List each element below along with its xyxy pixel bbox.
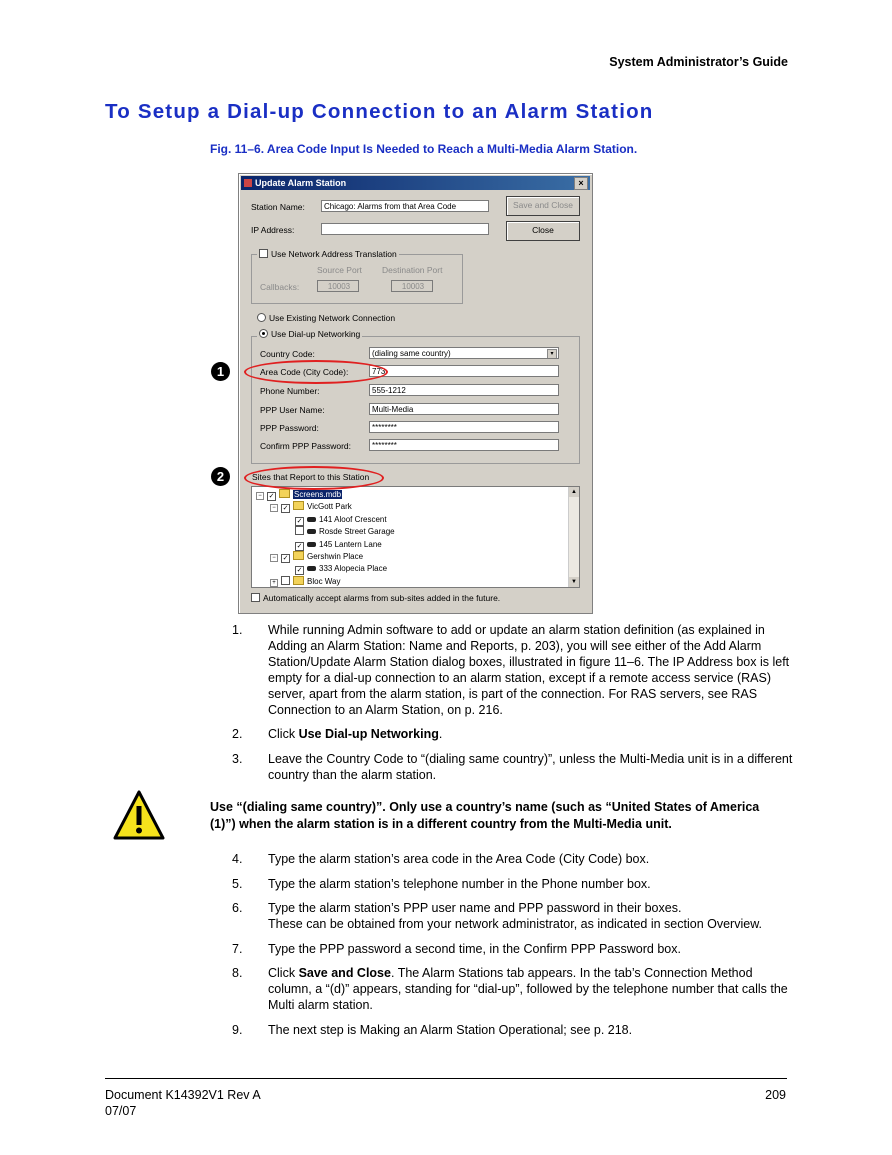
footer-document-id: Document K14392V1 Rev A <box>105 1088 261 1102</box>
tree-item-checkbox[interactable] <box>295 526 304 535</box>
callout-marker-2: 2 <box>211 467 230 486</box>
tree-item-label: VicGott Park <box>307 502 352 512</box>
tree-item[interactable] <box>270 576 341 587</box>
tree-item[interactable] <box>270 501 352 512</box>
tree-item[interactable] <box>270 551 363 562</box>
step-text-line: Type the alarm station’s telephone number in the Phone number box. <box>268 877 651 891</box>
tree-item-checkbox[interactable]: ✓ <box>296 517 303 525</box>
nat-group <box>251 254 463 304</box>
step-text-line: Leave the Country Code to “(dialing same country)”, unless the Multi-Media unit is in a different country than the alarm station. <box>268 752 793 782</box>
tree-item[interactable] <box>284 563 387 574</box>
collapse-icon[interactable]: − <box>270 504 278 512</box>
figure-caption: Fig. 11–6. Area Code Input Is Needed to Reach a Multi-Media Alarm Station. <box>210 142 638 156</box>
tree-item[interactable] <box>284 526 395 537</box>
radio-existing-label: Use Existing Network Connection <box>269 313 396 323</box>
tree-item-label: 141 Aloof Crescent <box>319 514 387 524</box>
tree-item-checkbox[interactable]: ✓ <box>268 493 275 500</box>
close-icon[interactable]: × <box>574 177 588 190</box>
step-text-pre: Click <box>268 727 299 741</box>
step-text-line: Type the alarm station’s area code in the Area Code (City Code) box. <box>268 852 650 866</box>
folder-icon <box>279 489 290 498</box>
tree-item-label: Bloc Way <box>307 576 341 586</box>
auto-accept-label: Automatically accept alarms from sub-sites added in the future. <box>263 593 501 603</box>
nat-checkbox-label: Use Network Address Translation <box>271 249 397 259</box>
device-icon <box>307 517 316 522</box>
step-text <box>268 622 794 718</box>
step-text-post: . The Alarm Stations tab appears. In the tab’s Connection Method column, a “(d)” appears, standing for “dial-up”, followed by the telephone number that calls the Multi alarm station. <box>268 966 788 1012</box>
auto-accept-check-box[interactable] <box>251 593 260 602</box>
radio-dialup-label: Use Dial-up Networking <box>271 329 361 339</box>
ip-address-label: IP Address: <box>251 225 295 235</box>
ppp-password-input[interactable]: ******** <box>369 421 559 433</box>
source-port-label: Source Port <box>317 265 362 275</box>
callbacks-label: Callbacks: <box>260 282 300 292</box>
destination-port-label: Destination Port <box>382 265 443 275</box>
step-number: 5. <box>232 877 243 891</box>
source-port-input[interactable]: 10003 <box>317 280 359 292</box>
collapse-icon[interactable]: − <box>270 554 278 562</box>
radio-existing-connection[interactable] <box>257 313 395 323</box>
step-text-line: Type the alarm station’s PPP user name and PPP password in their boxes. <box>268 901 682 915</box>
step-number: 3. <box>232 752 243 766</box>
footer-page-number: 209 <box>765 1088 786 1102</box>
country-code-value: (dialing same country) <box>372 349 451 358</box>
tree-item-label: Gershwin Place <box>307 552 364 561</box>
section-title: To Setup a Dial-up Connection to an Alarm Station <box>105 100 654 123</box>
ip-address-input[interactable] <box>321 223 489 235</box>
area-code-input[interactable]: 773 <box>369 365 559 377</box>
ppp-user-label: PPP User Name: <box>260 405 325 415</box>
step-text <box>268 941 794 957</box>
expand-icon[interactable]: + <box>270 579 278 587</box>
tree-scrollbar[interactable] <box>568 487 579 587</box>
warning-text: Use “(dialing same country)”. Only use a country’s name (such as “United States of America (1)”) when the alarm station is in a different country from the Multi-Media unit. <box>210 800 760 831</box>
sites-tree[interactable] <box>251 486 580 588</box>
tree-item-label: Rosde Street Garage <box>319 527 395 537</box>
phone-number-label: Phone Number: <box>260 386 320 396</box>
area-code-callout-oval <box>244 360 388 384</box>
nat-check-box[interactable] <box>259 249 268 258</box>
radio-existing-button[interactable] <box>257 313 266 322</box>
confirm-password-label: Confirm PPP Password: <box>260 441 352 451</box>
folder-icon <box>293 551 304 560</box>
auto-accept-checkbox[interactable] <box>251 593 500 603</box>
ppp-user-input[interactable]: Multi-Media <box>369 403 559 415</box>
footer-rule <box>105 1078 787 1079</box>
dialog-title: Update Alarm Station <box>255 178 347 188</box>
nat-checkbox[interactable] <box>257 249 399 259</box>
step-number: 1. <box>232 623 243 637</box>
scroll-up-icon[interactable]: ▲ <box>569 487 579 497</box>
step-number: 6. <box>232 901 243 915</box>
tree-item-checkbox[interactable]: ✓ <box>282 555 289 562</box>
destination-port-input[interactable]: 10003 <box>391 280 433 292</box>
step-text <box>268 876 794 892</box>
tree-item[interactable] <box>256 489 342 500</box>
step-text-post: . <box>438 727 443 741</box>
tree-item[interactable] <box>284 539 382 550</box>
sites-callout-oval <box>244 466 384 490</box>
phone-number-input[interactable]: 555-1212 <box>369 384 559 396</box>
tree-item[interactable] <box>284 514 387 525</box>
country-code-select[interactable] <box>369 347 559 359</box>
step-number: 9. <box>232 1023 243 1037</box>
sites-label: Sites that Report to this Station <box>252 472 370 482</box>
step-text-line: The next step is Making an Alarm Station Operational; see p. 218. <box>268 1023 633 1037</box>
tree-item-checkbox[interactable]: ✓ <box>296 542 303 550</box>
folder-icon <box>293 576 304 585</box>
country-code-label: Country Code: <box>260 349 315 359</box>
collapse-icon[interactable]: − <box>256 492 264 500</box>
update-alarm-station-dialog <box>238 173 593 614</box>
step-text-bold: Use Dial-up Networking <box>298 727 439 741</box>
app-icon <box>244 179 252 187</box>
tree-item-checkbox[interactable] <box>281 576 290 585</box>
step-text-line-2: These can be obtained from your network administrator, as indicated in section Overview. <box>268 917 763 931</box>
running-header: System Administrator’s Guide <box>609 55 788 69</box>
step-text <box>268 900 794 932</box>
dialog-titlebar <box>241 176 590 190</box>
device-icon <box>307 566 316 571</box>
step-text <box>268 965 794 1013</box>
radio-dialup-button[interactable] <box>259 329 268 338</box>
tree-item-label: 333 Alopecia Place <box>319 564 388 574</box>
step-number: 8. <box>232 966 243 980</box>
radio-dialup-networking[interactable] <box>257 329 362 339</box>
step-number: 7. <box>232 942 243 956</box>
confirm-password-input[interactable]: ******** <box>369 439 559 451</box>
step-text <box>268 751 794 783</box>
close-button[interactable]: Close <box>506 221 580 241</box>
footer-date: 07/07 <box>105 1104 137 1118</box>
area-code-label: Area Code (City Code): <box>260 367 349 377</box>
station-name-label: Station Name: <box>251 202 305 212</box>
step-text <box>268 1022 794 1038</box>
folder-icon <box>293 501 304 510</box>
ppp-password-label: PPP Password: <box>260 423 319 433</box>
warning-icon <box>112 789 166 841</box>
step-text <box>268 726 794 742</box>
station-name-input[interactable]: Chicago: Alarms from that Area Code <box>321 200 489 212</box>
device-icon <box>307 542 316 547</box>
tree-item-label: Screens.mdb <box>294 490 342 499</box>
step-text-pre: Click <box>268 966 299 980</box>
step-text-line: While running Admin software to add or update an alarm station definition (as explained in Adding an Alarm Station: Name and Reports, p. 203), you will see either of the Add Alarm Station/Update Alarm Station dialog boxes, illustrated in figure 11–6. The IP Address box is left empty for a dial-up connection to an alarm station, except if a remote access service (RAS) server, apart from the alarm station, is part of the connection. For RAS servers, see RAS Connection to an Alarm Station, on p. 216. <box>268 623 790 717</box>
save-and-close-button[interactable]: Save and Close <box>506 196 580 216</box>
callout-marker-1: 1 <box>211 362 230 381</box>
step-text-line: Type the PPP password a second time, in the Confirm PPP Password box. <box>268 942 681 956</box>
tree-item-checkbox[interactable]: ✓ <box>282 505 289 513</box>
chevron-down-icon[interactable]: ▾ <box>547 349 557 359</box>
step-text-bold: Save and Close <box>298 966 391 980</box>
tree-item-checkbox[interactable]: ✓ <box>296 567 303 575</box>
step-number: 4. <box>232 852 243 866</box>
step-text <box>268 851 794 867</box>
device-icon <box>307 529 316 534</box>
step-number: 2. <box>232 727 243 741</box>
scroll-down-icon[interactable]: ▼ <box>569 577 579 587</box>
tree-item-label: 145 Lantern Lane <box>319 539 382 549</box>
